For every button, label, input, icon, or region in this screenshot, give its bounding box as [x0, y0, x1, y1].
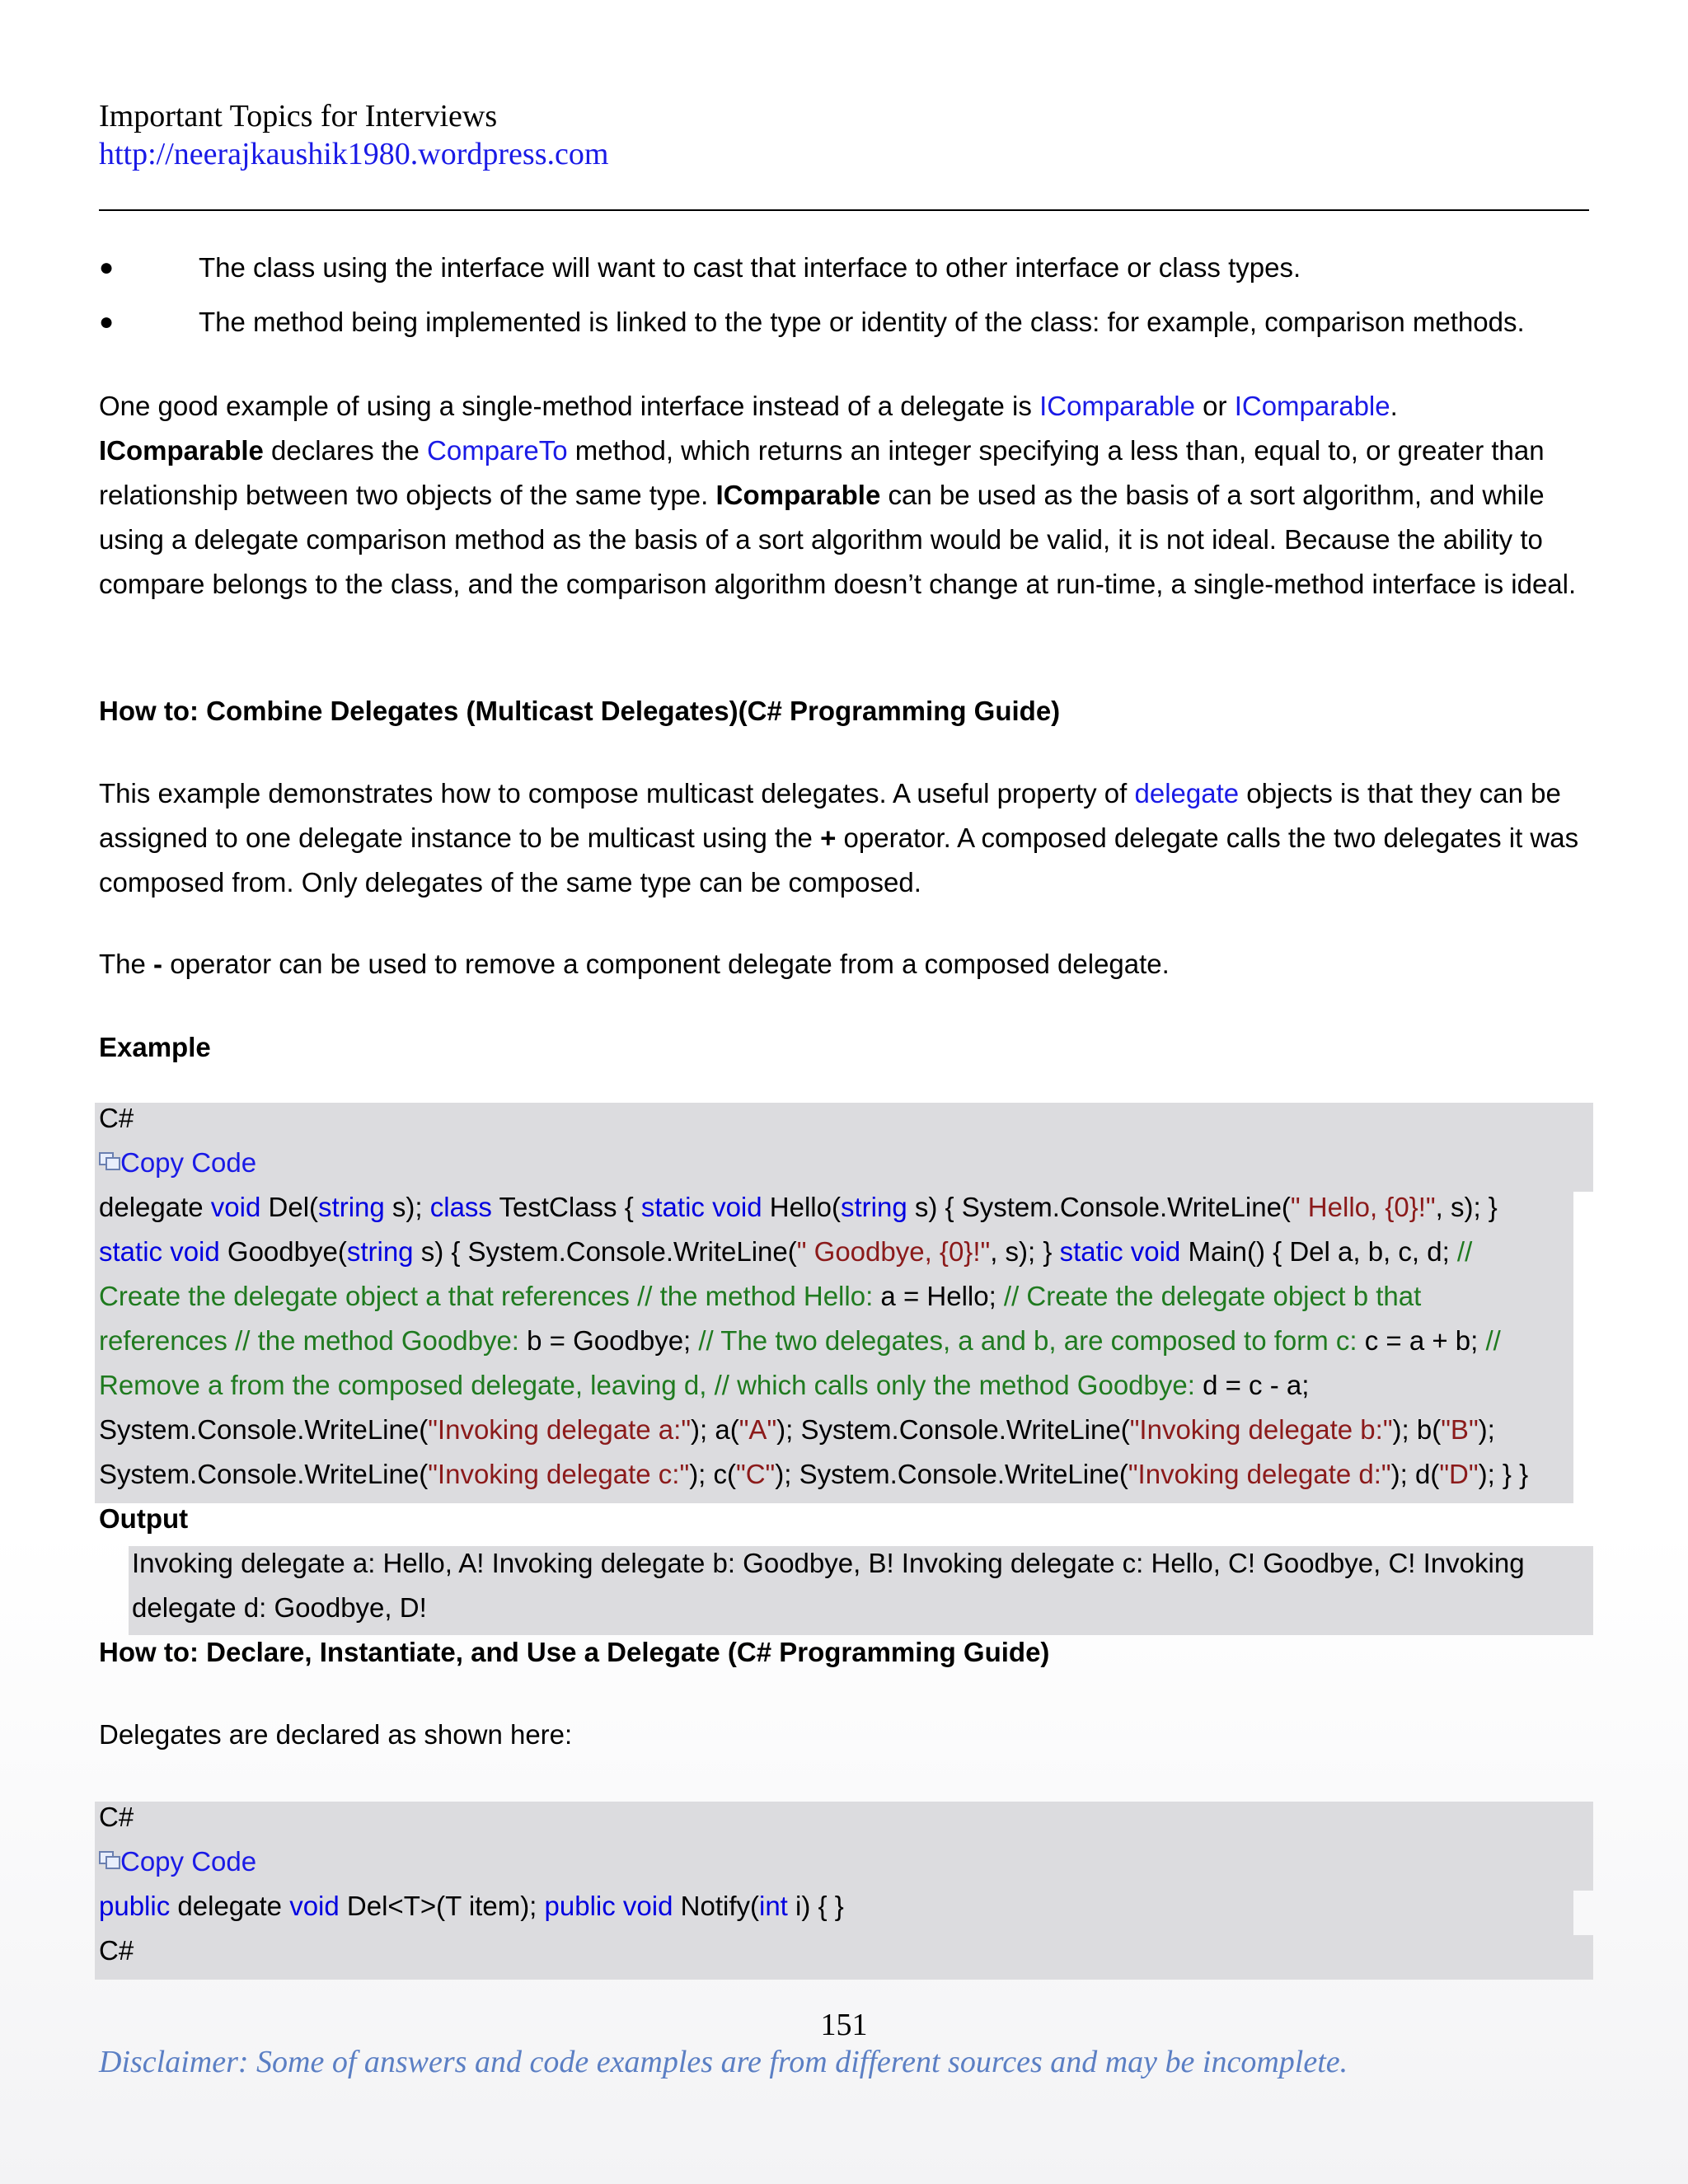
bullet-icon: ● [99, 308, 115, 335]
code-token: string [346, 1236, 414, 1267]
code-token: Hello( [762, 1192, 841, 1222]
output-heading: Output [99, 1503, 189, 1534]
code-token: static void [1059, 1236, 1181, 1267]
page-number: 151 [820, 2008, 868, 2042]
code-token: ); c( [689, 1459, 737, 1489]
copy-icon [99, 1851, 119, 1868]
section-heading: How to: Declare, Instantiate, and Use a Delegate (C# Programming Guide) [99, 1637, 1050, 1667]
code-line [99, 1452, 1582, 1497]
code-token: i) { } [787, 1891, 844, 1921]
disclaimer: Disclaimer: Some of answers and code examples are from different sources and may be incomplete. [99, 2045, 1348, 2079]
code-token: void [289, 1891, 340, 1921]
code-token: "Invoking delegate b:" [1129, 1414, 1393, 1445]
code-token: System.Console.WriteLine( [99, 1414, 429, 1445]
copy-code-button[interactable]: Copy Code [99, 1840, 1582, 1884]
code-token: Del<T>(T item); [339, 1891, 545, 1921]
output-text: Invoking delegate a: Hello, A! Invoking delegate b: Goodbye, B! Invoking delegate c: Hello, C! Goodbye, C! Invoking delegate d: Goodbye, D! [132, 1548, 1525, 1623]
icomparable-link[interactable]: IComparable [1039, 391, 1195, 421]
delegate-link[interactable]: delegate [1134, 778, 1240, 808]
code-token: // The two delegates, a and b, are composed to form c: [698, 1325, 1357, 1356]
code-token: ); } } [1478, 1459, 1529, 1489]
paragraph-multicast: This example demonstrates how to compose multicast delegates. A useful property of delegate objects is that they can be assigned to one delegate instance to be multicast using the + operator. A composed delegate calls the two delegates it was composed from. Only delegates of the same type can be composed. [99, 778, 1579, 898]
code-token: // Create the delegate object b that [1003, 1281, 1422, 1311]
paragraph-minus-operator: The - operator can be used to remove a component delegate from a composed delegate. [99, 949, 1170, 979]
code-token: , s); } [990, 1236, 1060, 1267]
code-token: s); [384, 1192, 430, 1222]
copy-code-button[interactable]: Copy Code [99, 1141, 1582, 1185]
code-token: "C" [736, 1459, 776, 1489]
code-line [99, 1274, 1582, 1319]
icomparable-generic-link[interactable]: IComparable [1234, 391, 1390, 421]
paragraph-icomparable: One good example of using a single-method interface instead of a delegate is IComparable or IComparable. IComparable declares the CompareTo method, which returns an integer specifying a less than, equal to, or greater than relationship between two objects of the same type. IComparable can be used as the basis of a sort algorithm, and while using a delegate comparison method as the basis of a sort algorithm would be valid, it is not ideal. Because the ability to compare belongs to the class, and the comparison algorithm doesn’t change at run-time, a single-method interface is ideal. [99, 391, 1577, 599]
code-language-label: C# [99, 1802, 134, 1832]
code-token: Remove a from the composed delegate, leaving d, // which calls only the method Goodbye: [99, 1370, 1195, 1400]
code-token: a = Hello; [873, 1281, 1004, 1311]
code-language-label: C# [99, 1935, 134, 1966]
code-token: string [318, 1192, 385, 1222]
code-token: Goodbye( [219, 1236, 347, 1267]
code-token: class [429, 1192, 492, 1222]
code-token: Notify( [673, 1891, 759, 1921]
code-token: static void [640, 1192, 762, 1222]
code-token: System.Console.WriteLine( [99, 1459, 429, 1489]
page-header [99, 97, 608, 173]
code-token: "A" [738, 1414, 777, 1445]
code-token: Main() { Del a, b, c, d; [1180, 1236, 1457, 1267]
bullet-text: The class using the interface will want to cast that interface to other interface or class types. [199, 252, 1301, 283]
header-url-link[interactable]: http://neerajkaushik1980.wordpress.com [99, 137, 609, 171]
code-token: b = Goodbye; [518, 1325, 699, 1356]
code-token: static void [99, 1236, 220, 1267]
header-divider [99, 209, 1589, 211]
bullet-icon: ● [99, 254, 115, 281]
code-token: ); System.Console.WriteLine( [775, 1459, 1128, 1489]
code-token: ); b( [1392, 1414, 1442, 1445]
code-token: Create the delegate object a that references // the method Hello: [99, 1281, 874, 1311]
code-line [99, 1185, 1582, 1230]
code-token: "B" [1441, 1414, 1479, 1445]
code-line [99, 1408, 1582, 1452]
code-line [99, 1230, 1582, 1274]
code-token: ); d( [1390, 1459, 1440, 1489]
code-token: c = a + b; [1357, 1325, 1486, 1356]
code-token: "Invoking delegate c:" [428, 1459, 690, 1489]
bullet-text: The method being implemented is linked to the type or identity of the class: for example, comparison methods. [199, 307, 1525, 337]
code-token: TestClass { [491, 1192, 641, 1222]
code-token: int [758, 1891, 788, 1921]
code-token: "Invoking delegate d:" [1128, 1459, 1391, 1489]
code-token: ); [1478, 1414, 1495, 1445]
code-line [99, 1319, 1582, 1363]
code-token: string [840, 1192, 907, 1222]
code-block-delegates [99, 1096, 1582, 1497]
code-token: references // the method Goodbye: [99, 1325, 519, 1356]
code-token: public void [544, 1891, 673, 1921]
code-token: delegate [170, 1891, 290, 1921]
code-token: s) { System.Console.WriteLine( [907, 1192, 1291, 1222]
code-token: // [1485, 1325, 1501, 1356]
code-language-label: C# [99, 1103, 134, 1133]
code-token: " Hello, {0}!" [1290, 1192, 1436, 1222]
section-heading: How to: Combine Delegates (Multicast Delegates)(C# Programming Guide) [99, 696, 1061, 726]
code-token: "Invoking delegate a:" [428, 1414, 692, 1445]
code-token: "D" [1439, 1459, 1479, 1489]
paragraph-declare: Delegates are declared as shown here: [99, 1719, 573, 1750]
code-line [99, 1884, 1582, 1929]
code-line [99, 1363, 1582, 1408]
copy-icon [99, 1152, 119, 1169]
code-token: // [1456, 1236, 1473, 1267]
code-token: void [210, 1192, 261, 1222]
code-token: ); a( [691, 1414, 739, 1445]
code-token: public [99, 1891, 171, 1921]
code-token: s) { System.Console.WriteLine( [413, 1236, 797, 1267]
example-heading: Example [99, 1032, 211, 1062]
code-token: , s); } [1435, 1192, 1498, 1222]
compareto-link[interactable]: CompareTo [427, 435, 568, 466]
code-token: " Goodbye, {0}!" [796, 1236, 991, 1267]
code-token: d = c - a; [1194, 1370, 1310, 1400]
code-token: delegate [99, 1192, 211, 1222]
code-token: ); System.Console.WriteLine( [776, 1414, 1130, 1445]
header-title: Important Topics for Interviews [99, 99, 498, 134]
code-token: Del( [260, 1192, 319, 1222]
code-block-declare [99, 1795, 1582, 1973]
